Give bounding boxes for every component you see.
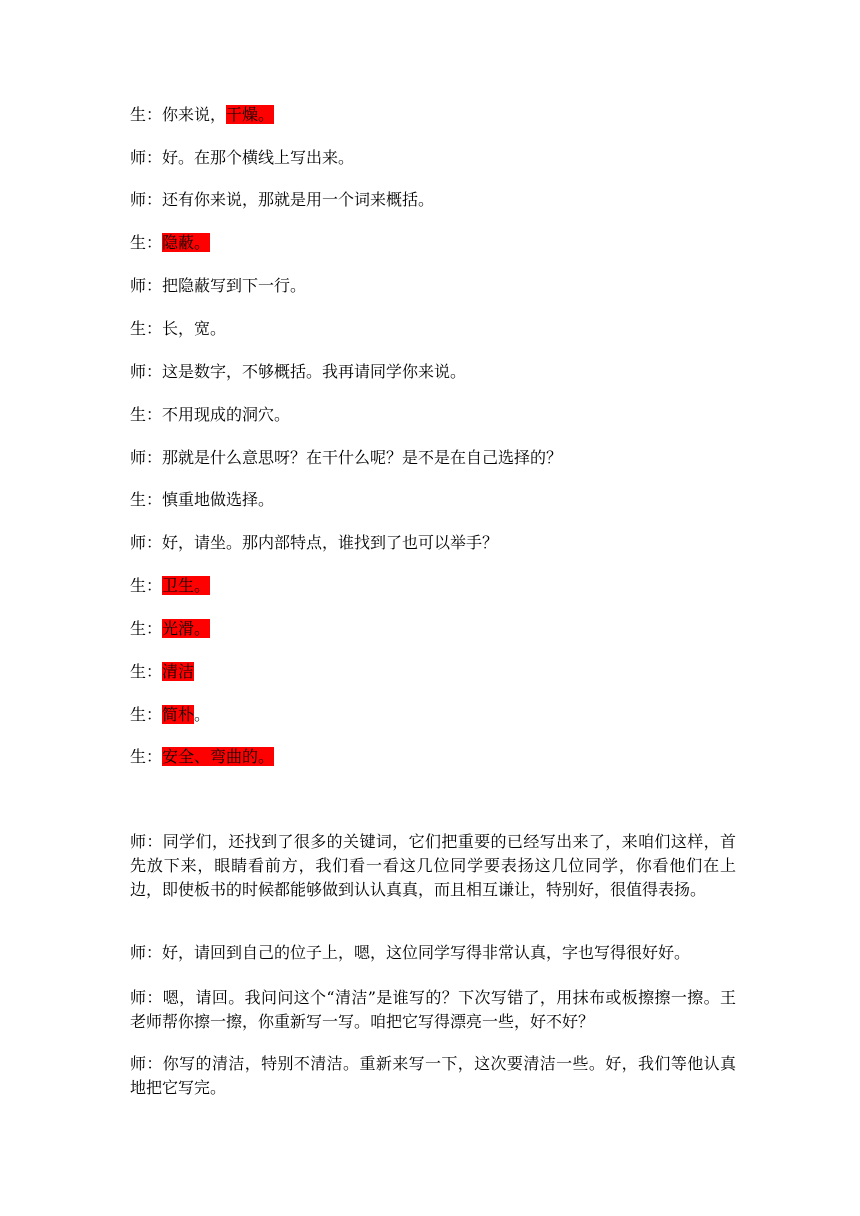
line-text-after: 。 [194,705,211,724]
teacher-paragraph: 师：好，请回到自己的位子上，嗯，这位同学写得非常认真，字也写得很好好。 [130,943,691,962]
speaker-label: 师： [130,362,163,381]
dialogue-line [130,318,226,340]
line-text: 慎重地做选择。 [162,490,275,509]
dialogue-line [130,532,498,554]
dialogue-line [130,189,434,211]
highlighted-keyword: 简朴 [162,705,195,724]
line-text: 不用现成的洞穴。 [162,405,291,424]
dialogue-line [130,618,210,640]
line-text: 把隐蔽写到下一行。 [162,276,307,295]
line-text: 还有你来说，那就是用一个词来概括。 [162,190,435,209]
highlighted-keyword: 干燥。 [226,105,275,124]
highlighted-keyword: 清洁 [162,662,195,681]
teacher-paragraph: 师：嗯，请回。我问问这个“清洁”是谁写的？下次写错了，用抹布或板擦擦一擦。王老师帮你擦一擦，你重新写一写。咱把它写得漂亮一些，好不好？ [130,988,736,1031]
speaker-label: 生： [130,233,163,252]
dialogue-line [130,575,210,597]
highlighted-keyword: 安全、弯曲的。 [162,747,275,766]
speaker-label: 生： [130,319,163,338]
speaker-label: 生： [130,490,163,509]
speaker-label: 生： [130,662,163,681]
dialogue-line [130,447,562,469]
speaker-label: 师： [130,148,163,167]
dialogue-line [130,275,306,297]
line-text: 长，宽。 [162,319,227,338]
highlighted-keyword: 光滑。 [162,619,211,638]
speaker-label: 师： [130,448,163,467]
line-text: 这是数字，不够概括。我再请同学你来说。 [162,362,467,381]
speaker-label: 生： [130,705,163,724]
dialogue-line [130,232,210,254]
dialogue-line [130,746,274,768]
speaker-label: 师： [130,190,163,209]
teacher-paragraph: 师：你写的清洁，特别不清洁。重新来写一下，这次要清洁一些。好，我们等他认真地把它写完。 [130,1054,736,1097]
dialogue-line [130,489,274,511]
speaker-label: 师： [130,276,163,295]
dialogue-line [130,404,290,426]
speaker-label: 师： [130,533,163,552]
dialogue-line [130,704,210,726]
line-text: 好，请坐。那内部特点，谁找到了也可以举手？ [162,533,499,552]
speaker-label: 生： [130,405,163,424]
dialogue-line [130,661,194,683]
line-text: 好。在那个横线上写出来。 [162,148,355,167]
dialogue-line [130,104,274,126]
teacher-paragraph: 师：同学们，还找到了很多的关键词，它们把重要的已经写出来了，来咱们这样，首先放下来，眼睛看前方，我们看一看这几位同学要表扬这几位同学，你看他们在上边，即使板书的时候都能够做到认认真真，而且相互谦让，特别好，很值得表扬。 [130,832,736,899]
speaker-label: 生： [130,576,163,595]
speaker-label: 生： [130,619,163,638]
speaker-label: 生： [130,105,163,124]
speaker-label: 生： [130,747,163,766]
highlighted-keyword: 卫生。 [162,576,211,595]
line-text: 那就是什么意思呀？在干什么呢？是不是在自己选择的？ [162,448,563,467]
line-text: 你来说， [162,105,227,124]
dialogue-line [130,147,354,169]
dialogue-line [130,361,466,383]
highlighted-keyword: 隐蔽。 [162,233,211,252]
